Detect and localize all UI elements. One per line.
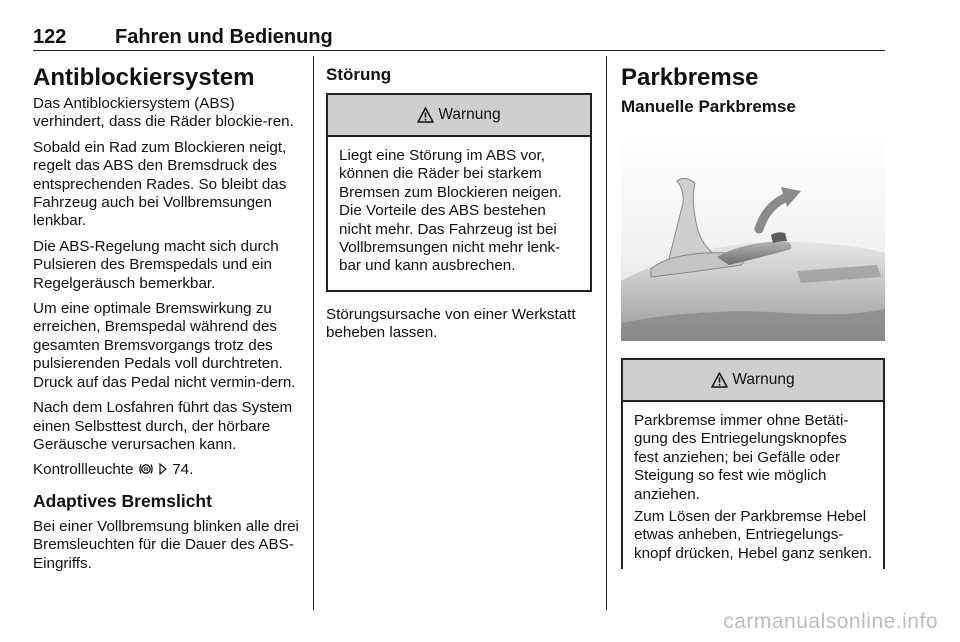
header-rule (33, 50, 885, 51)
paragraph: Nach dem Losfahren führt das System einen Selbsttest durch, der hörbare Geräusche verursachen kann. (33, 399, 293, 453)
warning-triangle-icon (711, 372, 728, 388)
warning-box-abs (326, 93, 592, 292)
column-divider-2 (606, 56, 607, 610)
section-title-fault: Störung (326, 65, 392, 84)
page-reference-arrow-icon (158, 463, 168, 475)
warning-header (623, 360, 883, 402)
indicator-label: Kontrollleuchte (33, 461, 134, 479)
warning-text: Liegt eine Störung im ABS vor, können die Räder bei starkem Bremsen zum Blockieren neigen. Die Vorteile des ABS bestehen nicht mehr. Das Fahrzeug ist bei Vollbremsungen nicht mehr lenk-bar und kann ausbrechen. (339, 147, 562, 275)
warning-label: Warnung (438, 105, 501, 123)
section-title-brake-light: Adaptives Bremslicht (33, 490, 212, 511)
abs-warning-icon (138, 462, 154, 476)
column-parking-brake (621, 64, 885, 569)
paragraph: Bei einer Vollbremsung blinken alle drei Bremsleuchten für die Dauer des ABS-Eingriffs. (33, 517, 299, 572)
section-title-abs: Antiblockiersystem (33, 64, 255, 91)
warning-box-parking-brake (621, 358, 885, 569)
page-number: 122 (33, 26, 67, 48)
column-abs (33, 64, 301, 580)
paragraph: Um eine optimale Bremswirkung zu erreichen, Bremspedal während des gesamten Bremsvorgangs trotz des pulsierenden Pedals voll durchtreten. Druck auf das Pedal nicht vermin-dern. (33, 300, 296, 391)
indicator-page-ref[interactable]: 74. (172, 461, 194, 479)
warning-header (328, 95, 590, 137)
paragraph: Sobald ein Rad zum Blockieren neigt, regelt das ABS den Bremsdruck des entsprechenden Rades. So bleibt das Fahrzeug auch bei Vollbremsungen lenkbar. (33, 138, 287, 230)
paragraph: Störungsursache von einer Werkstatt beheben lassen. (326, 305, 576, 342)
warning-body (623, 402, 883, 569)
column-fault (326, 64, 592, 350)
warning-label: Warnung (732, 370, 795, 388)
warning-triangle-icon (417, 107, 434, 123)
watermark: carmanualsonline.info (723, 610, 938, 633)
parking-brake-illustration (621, 131, 885, 341)
warning-text: Parkbremse immer ohne Betäti-gung des Entriegelungsknopfes fest anziehen; bei Gefälle oder Steigung so fest wie möglich anziehen. (634, 412, 849, 503)
section-title-parking-brake: Parkbremse (621, 64, 759, 91)
chapter-title: Fahren und Bedienung (115, 26, 333, 48)
indicator-reference (33, 461, 301, 479)
warning-text: Zum Lösen der Parkbremse Hebel etwas anheben, Entriegelungs-knopf drücken, Hebel ganz senken. (634, 508, 873, 562)
paragraph: Das Antiblockiersystem (ABS) verhindert, dass die Räder blockie-ren. (33, 95, 294, 131)
subsection-title-manual-brake: Manuelle Parkbremse (621, 97, 796, 116)
warning-body (328, 137, 590, 290)
paragraph: Die ABS-Regelung macht sich durch Pulsieren des Bremspedals und ein Regelgeräusch bemerkbar. (33, 237, 279, 292)
column-divider-1 (313, 56, 314, 610)
